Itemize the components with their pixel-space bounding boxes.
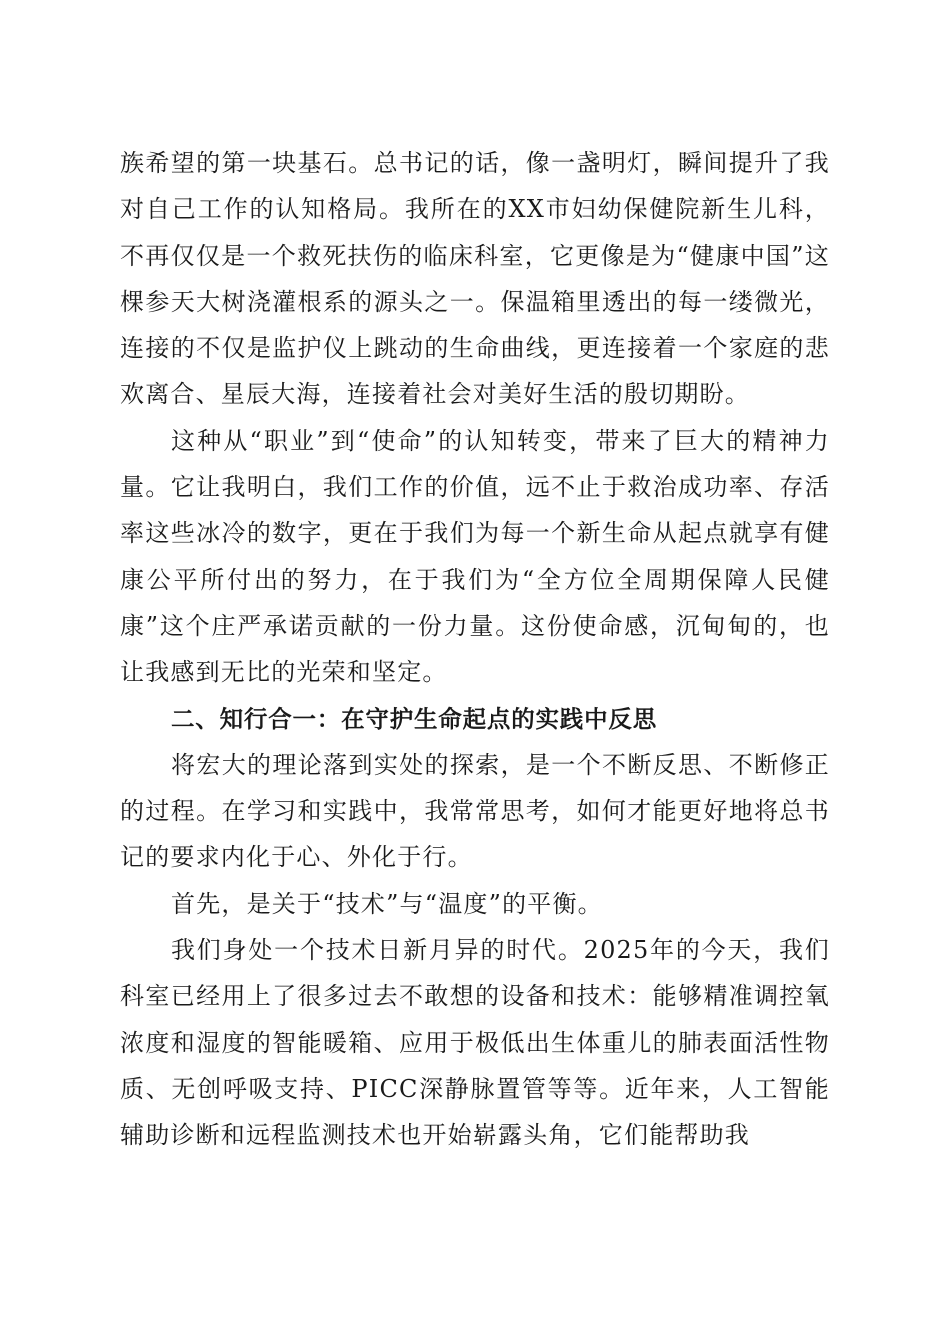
paragraph-mission: 这种从“职业”到“使命”的认知转变，带来了巨大的精神力量。它让我明白，我们工作的价值，远不止于救治成功率、存活率这些冰冷的数字，更在于我们为每一个新生命从起点就享有健康公平所付出的努力，在于我们为“全方位全周期保障人民健康”这个庄严承诺贡献的一份力量。这份使命感，沉甸甸的，也让我感到无比的光荣和坚定。: [120, 426, 830, 687]
paragraph-first-point: 首先，是关于“技术”与“温度”的平衡。: [171, 889, 603, 918]
section-heading: 二、知行合一：在守护生命起点的实践中反思: [171, 704, 657, 733]
paragraph-reflection: 将宏大的理论落到实处的探索，是一个不断反思、不断修正的过程。在学习和实践中，我常常思考，如何才能更好地将总书记的要求内化于心、外化于行。: [120, 750, 830, 872]
document-body: [120, 140, 830, 1159]
paragraph-continued: 族希望的第一块基石。总书记的话，像一盏明灯，瞬间提升了我对自己工作的认知格局。我所在的XX市妇幼保健院新生儿科，不再仅仅是一个救死扶伤的临床科室，它更像是为“健康中国”这棵参天大树浇灌根系的源头之一。保温箱里透出的每一缕微光，连接的不仅是监护仪上跳动的生命曲线，更连接着一个家庭的悲欢离合、星辰大海，连接着社会对美好生活的殷切期盼。: [120, 149, 830, 409]
paragraph-technology: 我们身处一个技术日新月异的时代。2025年的今天，我们科室已经用上了很多过去不敢想的设备和技术：能够精准调控氧浓度和湿度的智能暖箱、应用于极低出生体重儿的肺表面活性物质、无创呼吸支持、PICC深静脉置管等等。近年来，人工智能辅助诊断和远程监测技术也开始崭露头角，它们能帮助我: [120, 936, 830, 1150]
